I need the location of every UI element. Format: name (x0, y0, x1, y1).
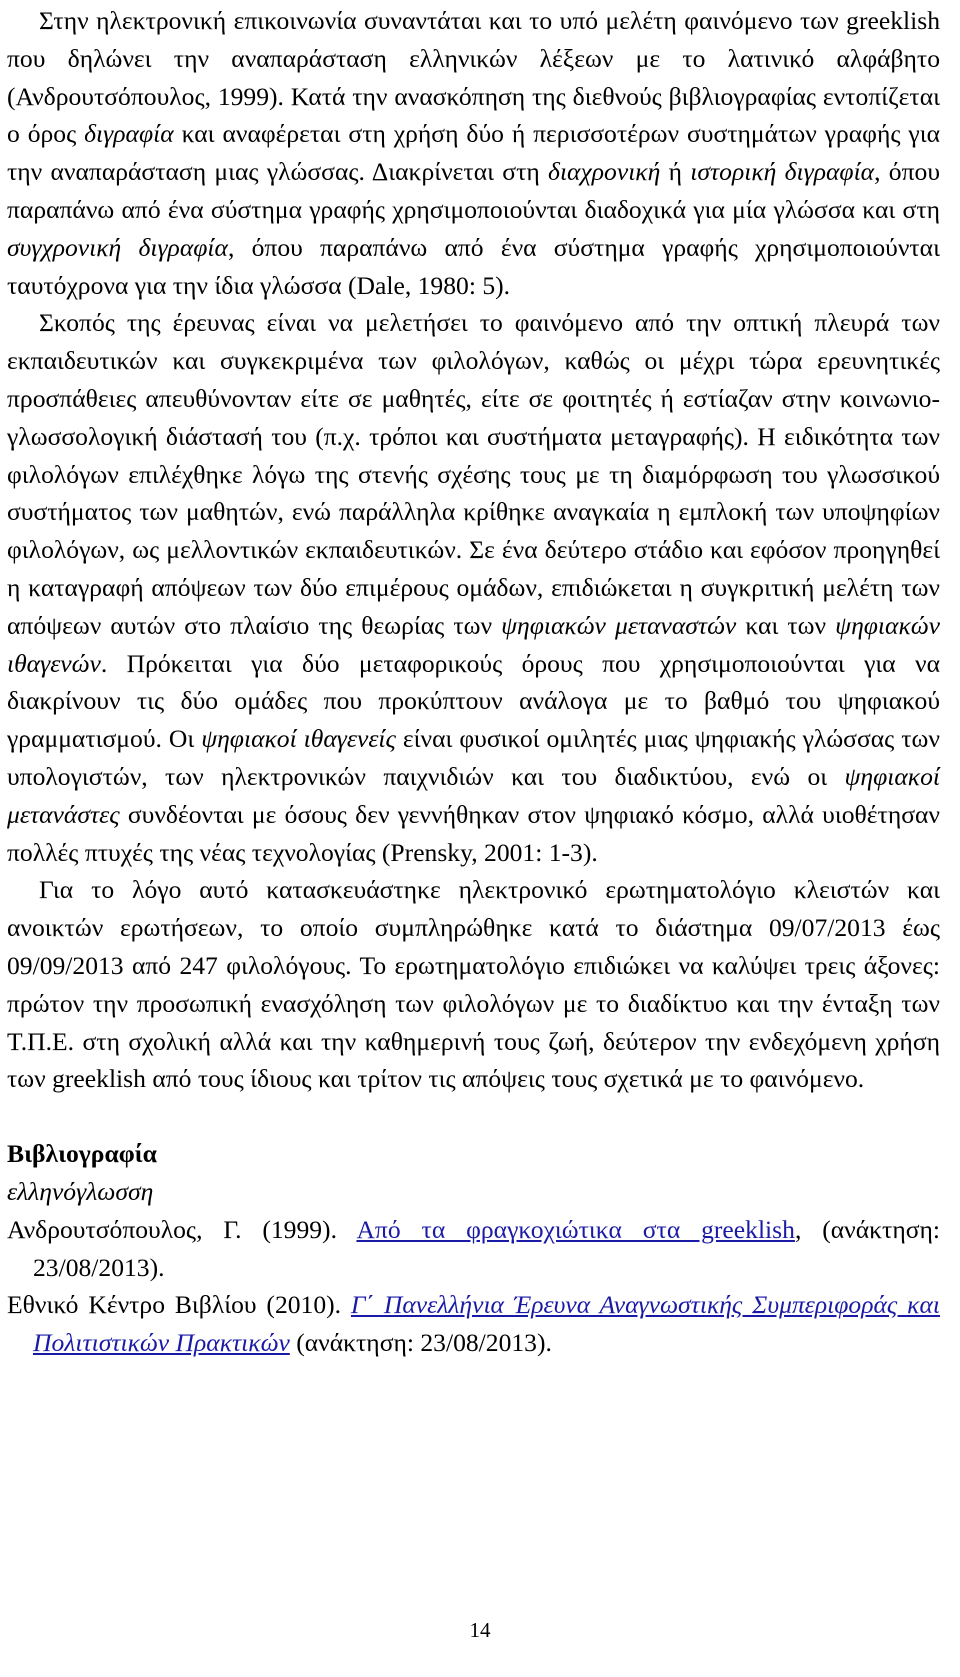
text-run: και αναφέρεται στη χρήση δύο ή περισσοτέρων συστημάτων γραφής για την αναπαράσταση μιας γλώσσας. Διακρίνεται στη (7, 119, 940, 187)
term-digital-natives-2: ψηφιακοί ιθαγενείς (201, 724, 396, 754)
term-historical-digraphia: ιστορική διγραφία (690, 157, 875, 187)
reference-retrieval: , (ανάκτηση: 23/08/2013). (33, 1214, 940, 1282)
reference-androutsopoulos (7, 1211, 940, 1287)
term-digital-immigrants-2: ψηφιακοί μετανάστες (7, 761, 940, 829)
text-run: . Πρόκειται για δύο μεταφορικούς όρους που χρησιμοποιούνται για να διακρίνουν τις δύο ομάδες που προκύπτουν ανάλογα με το βαθμό του ψηφιακού γραμματισμού. Οι (7, 648, 940, 754)
reference-author: Ανδρουτσόπουλος, Γ. (1999). (7, 1214, 357, 1244)
paragraph-questionnaire: Για το λόγο αυτό κατασκευάστηκε ηλεκτρονικό ερωτηματολόγιο κλειστών και ανοικτών ερωτήσεων, το οποίο συμπληρώθηκε κατά το διάστημα 09/07/2013 έως 09/09/2013 από 247 φιλολόγους. Το ερωτηματολόγιο επιδιώκει να καλύψει τρεις άξονες: πρώτον την προσωπική ενασχόληση των φιλολόγων με το διαδίκτυο και την ένταξη των Τ.Π.Ε. στη σχολική αλλά και την καθημερινή τους ζωή, δεύτερον την ενδεχόμενη χρήση των greeklish από τους ίδιους και τρίτον τις απόψεις τους σχετικά με το φαινόμενο. (7, 875, 940, 1094)
paragraph-research-aim (7, 304, 940, 871)
reference-link-survey[interactable]: Γ΄ Πανελλήνια Έρευνα Αναγνωστικής Συμπεριφοράς και Πολιτιστικών Πρακτικών (33, 1290, 941, 1358)
term-digraphia: διγραφία (84, 119, 174, 149)
term-digital-immigrants: ψηφιακών μεταναστών (501, 610, 737, 640)
term-diachronic: διαχρονική (548, 157, 661, 187)
text-run: συνδέονται με όσους δεν γεννήθηκαν στον ψηφιακό κόσμο, αλλά υιοθέτησαν πολλές πτυχές της νέας τεχνολογίας (Prensky, 2001: 1-3). (7, 799, 940, 867)
bibliography-subheading: ελληνόγλωσση (7, 1176, 154, 1206)
bibliography-heading: Βιβλιογραφία (7, 1139, 157, 1169)
text-run: Στην ηλεκτρονική επικοινωνία συναντάται και το υπό μελέτη φαινόμενο των greeklish που δηλώνει την αναπαράσταση ελληνικών λέξεων με το λατινικό αλφάβητο (Ανδρουτσόπουλος, 1999). Κατά την ανασκόπηση της διεθνούς βιβλιογραφίας εντοπίζεται ο όρος (7, 6, 940, 149)
term-synchronic-digraphia: συγχρονική διγραφία (7, 232, 228, 262)
term-digital-natives: ψηφιακών ιθαγενών (7, 610, 940, 678)
text-run: είναι φυσικοί ομιλητές μιας ψηφιακής γλώσσας των υπολογιστών, των ηλεκτρονικών παιχνιδιών και του διαδικτύου, ενώ οι (7, 724, 940, 791)
text-run: Σκοπός της έρευνας είναι να μελετήσει το φαινόμενο από την οπτική πλευρά των εκπαιδευτικών και συγκεκριμένα των φιλολόγων, καθώς οι μέχρι τώρα ερευνητικές προσπάθειες απευθύνονταν είτε σε μαθητές, είτε σε φοιτητές ή εστίαζαν στην κοινωνιο-γλωσσολογική διάστασή του (π.χ. τρόποι και συστήματα μεταγραφής). Η ειδικότητα των φιλολόγων επιλέχθηκε λόγω της στενής σχέσης τους με τη διαμόρφωση του γλωσσικού συστήματος των μαθητών, ενώ παράλληλα κρίθηκε αναγκαία η εμπλοκή των υποψηφίων φιλολόγων, ως μελλοντικών εκπαιδευτικών. Σε ένα δεύτερο στάδιο και εφόσον προηγηθεί η καταγραφή απόψεων των δύο επιμέρους ομάδων, επιδιώκεται η συγκριτική μελέτη των απόψεων αυτών στο πλαίσιο της θεωρίας των (7, 308, 940, 640)
page-number: 14 (469, 1618, 491, 1642)
reference-link-greeklish[interactable]: Από τα φραγκοχιώτικα στα greeklish (356, 1214, 795, 1244)
reference-author: Εθνικό Κέντρο Βιβλίου (2010). (7, 1290, 351, 1320)
text-run: , όπου παραπάνω από ένα σύστημα γραφής χρησιμοποιούνται διαδοχικά για μία γλώσσα και στη (7, 157, 940, 224)
reference-ekebi (7, 1286, 940, 1362)
text-run: , όπου παραπάνω από ένα σύστημα γραφής χρησιμοποιούνται ταυτόχρονα για την ίδια γλώσσα (Dale, 1980: 5). (7, 232, 940, 300)
text-run: ή (660, 157, 691, 187)
paragraph-digraphia (7, 2, 940, 304)
reference-retrieval: (ανάκτηση: 23/08/2013). (289, 1328, 552, 1358)
text-run: και των (736, 610, 836, 640)
